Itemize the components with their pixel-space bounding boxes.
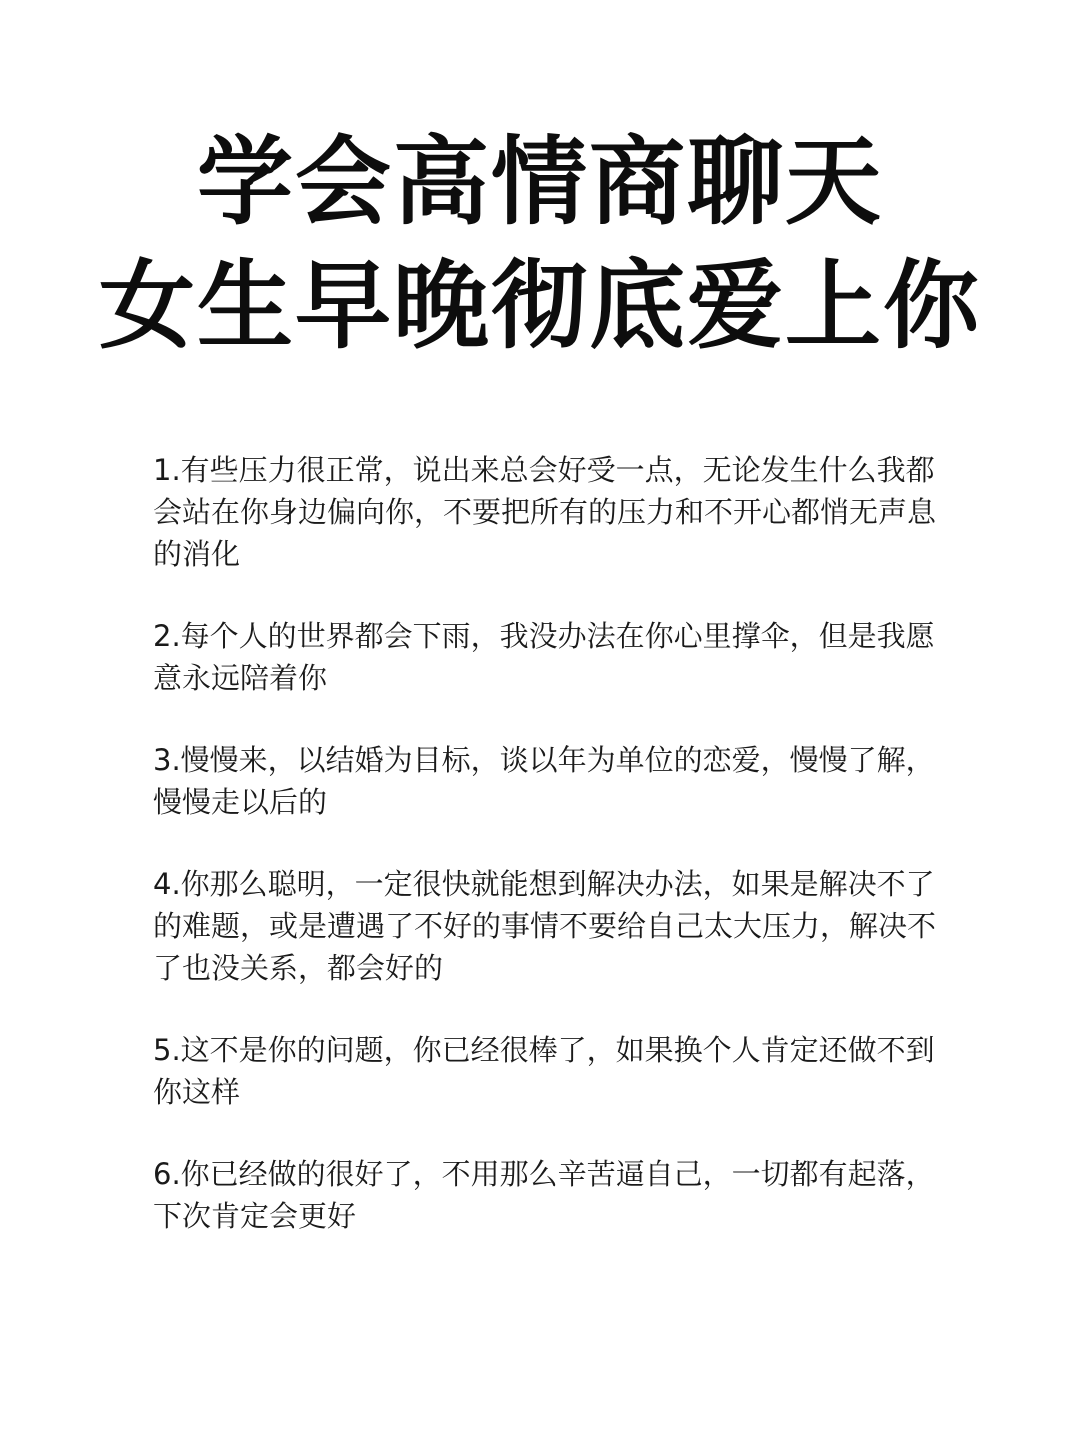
list-item: 5.这不是你的问题，你已经很棒了，如果换个人肯定还做不到你这样 (153, 1033, 935, 1109)
list-item: 4.你那么聪明，一定很快就能想到解决办法，如果是解决不了的难题，或是遭遇了不好的事情不要给自己太大压力，解决不了也没关系，都会好的 (153, 867, 937, 985)
list-item: 1.有些压力很正常，说出来总会好受一点，无论发生什么我都会站在你身边偏向你，不要把所有的压力和不开心都悄无声息的消化 (153, 453, 937, 571)
page-title-line-1: 学会高情商聊天 (197, 125, 883, 238)
tips-list (153, 449, 943, 1277)
list-item: 3.慢慢来，以结婚为目标，谈以年为单位的恋爱，慢慢了解，慢慢走以后的 (153, 743, 935, 819)
page-title-line-2: 女生早晚彻底爱上你 (99, 249, 981, 362)
list-item: 2.每个人的世界都会下雨，我没办法在你心里撑伞，但是我愿意永远陪着你 (153, 619, 935, 695)
list-item: 6.你已经做的很好了，不用那么辛苦逼自己，一切都有起落，下次肯定会更好 (153, 1157, 935, 1233)
